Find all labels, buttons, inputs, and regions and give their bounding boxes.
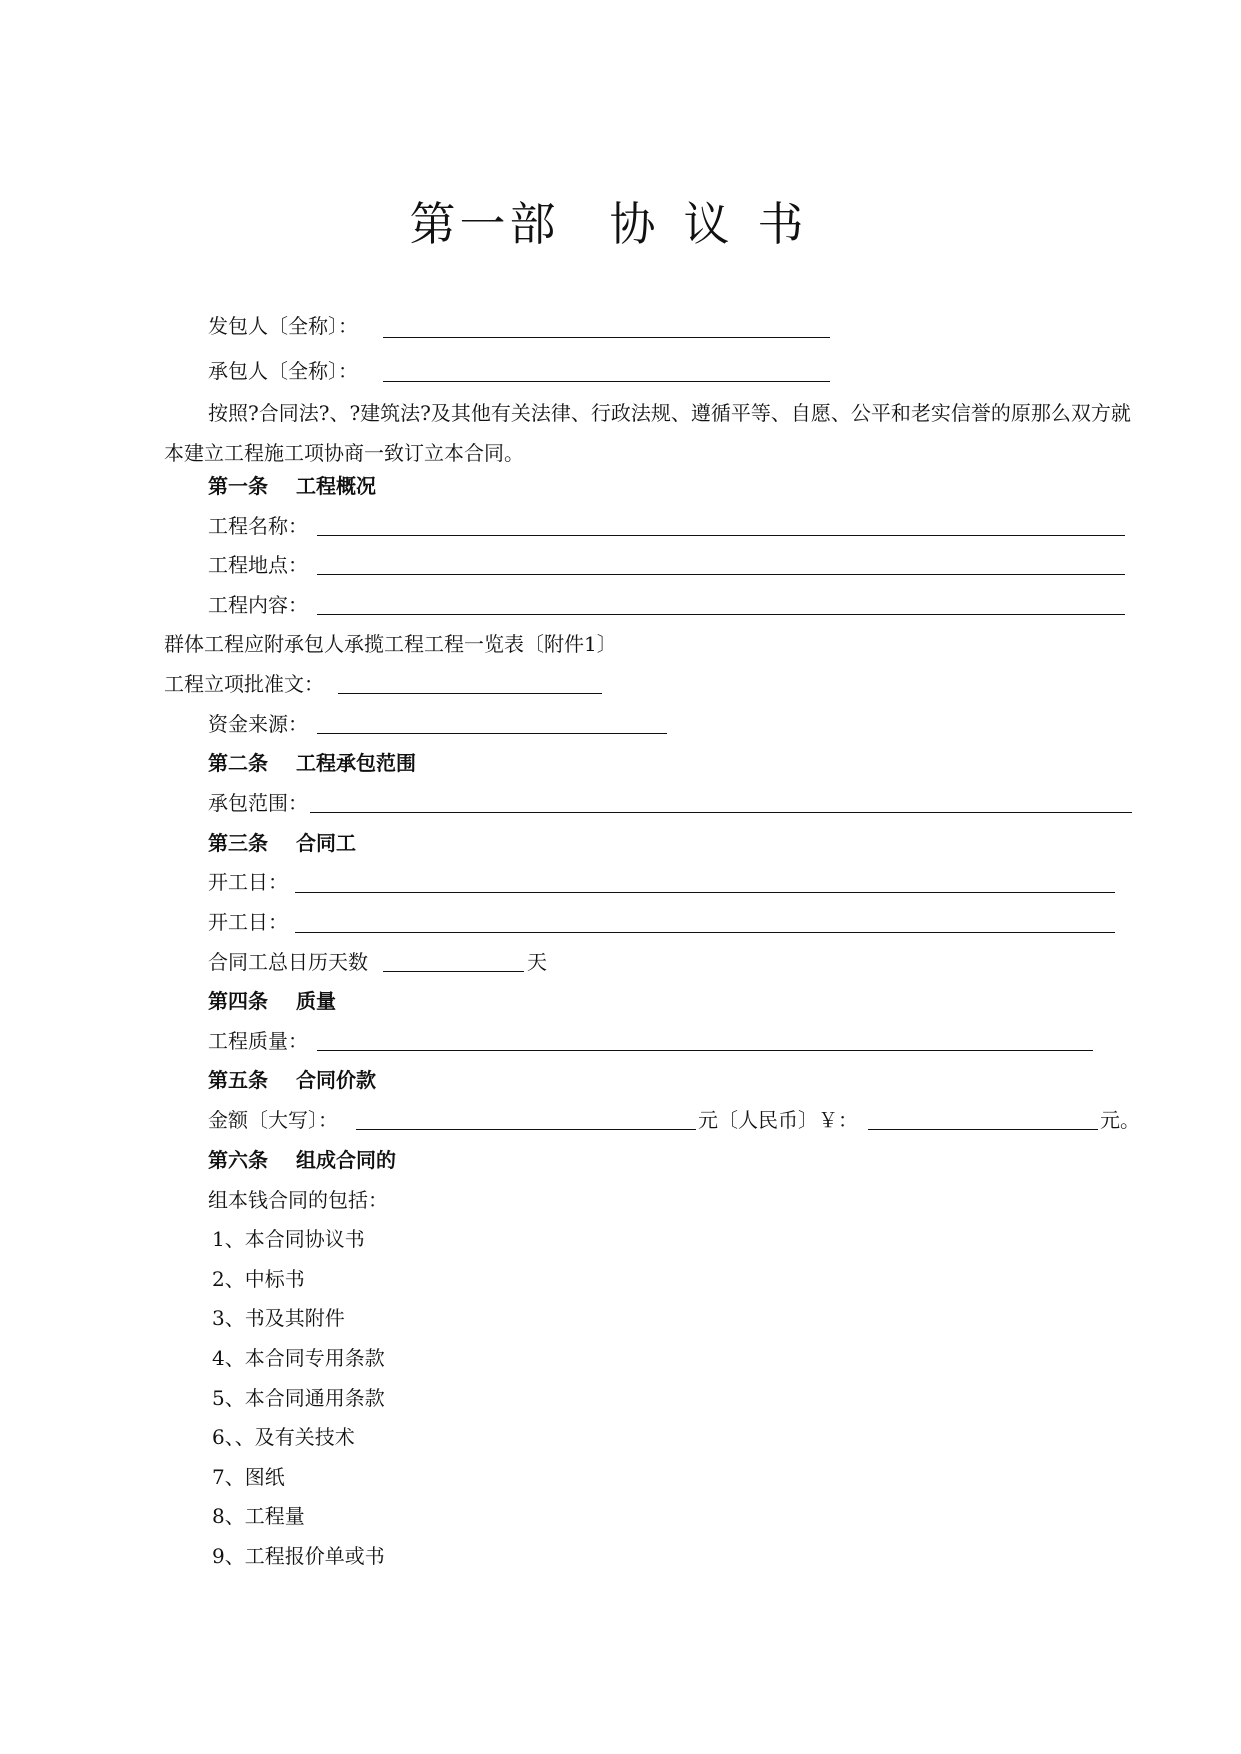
- contractor-label: 承包人〔全称〕：: [208, 359, 358, 383]
- approval-doc-label: 工程立项批准文：: [164, 672, 324, 696]
- document-item-8: 8、工程量: [212, 1504, 305, 1528]
- total-days-label: 合同工总日历天数: [208, 950, 368, 974]
- document-item-3: 3、书及其附件: [212, 1306, 345, 1330]
- article-1-heading: 第一条 工程概况: [208, 474, 376, 498]
- project-content-blank[interactable]: [317, 614, 1125, 615]
- document-item-6: 6、、及有关技术: [212, 1425, 355, 1449]
- project-name-blank[interactable]: [317, 535, 1125, 536]
- start-date-blank[interactable]: [295, 892, 1115, 893]
- article-5-heading: 第五条 合同价款: [208, 1068, 376, 1092]
- quality-blank[interactable]: [317, 1050, 1093, 1051]
- quality-label: 工程质量：: [208, 1029, 308, 1053]
- amount-rmb-label: 元〔人民币〕￥：: [698, 1108, 858, 1132]
- article-2-heading: 第二条 工程承包范围: [208, 751, 416, 775]
- amount-words-label: 金额〔大写〕：: [208, 1108, 338, 1132]
- documents-intro: 组本钱合同的包括：: [208, 1188, 388, 1212]
- scope-label: 承包范围：: [208, 791, 308, 815]
- total-days-blank[interactable]: [383, 971, 524, 972]
- amount-rmb-blank[interactable]: [868, 1129, 1098, 1130]
- amount-unit: 元。: [1100, 1108, 1140, 1132]
- project-location-label: 工程地点：: [208, 553, 308, 577]
- document-item-2: 2、中标书: [212, 1267, 305, 1291]
- article-4-heading: 第四条 质量: [208, 989, 336, 1013]
- project-content-label: 工程内容：: [208, 593, 308, 617]
- document-item-1: 1、本合同协议书: [212, 1227, 365, 1251]
- fund-source-blank[interactable]: [317, 733, 667, 734]
- document-item-4: 4、本合同专用条款: [212, 1346, 385, 1370]
- document-item-7: 7、图纸: [212, 1465, 285, 1489]
- end-date-label: 开工日：: [208, 910, 288, 934]
- approval-doc-blank[interactable]: [338, 693, 602, 694]
- fund-source-label: 资金来源：: [208, 712, 308, 736]
- article-6-heading: 第六条 组成合同的: [208, 1148, 396, 1172]
- title-part: 第一部: [409, 197, 560, 251]
- preamble: 按照?合同法?、?建筑法?及其他有关法律、行政法规、遵循平等、自愿、公平和老实信誉的原那么双方就本建立工程施工项协商一致订立本合同。: [164, 401, 1131, 465]
- project-name-label: 工程名称：: [208, 514, 308, 538]
- project-location-blank[interactable]: [317, 574, 1125, 575]
- employer-blank[interactable]: [383, 337, 830, 338]
- employer-label: 发包人〔全称〕：: [208, 314, 358, 338]
- article-3-heading: 第三条 合同工: [208, 831, 356, 855]
- amount-words-blank[interactable]: [356, 1129, 696, 1130]
- total-days-unit: 天: [527, 950, 547, 974]
- page-title: [0, 188, 1241, 254]
- start-date-label: 开工日：: [208, 870, 288, 894]
- group-project-note: 群体工程应附承包人承揽工程工程一览表〔附件1〕: [164, 632, 617, 656]
- title-name: 协议书: [609, 197, 832, 251]
- scope-blank[interactable]: [310, 812, 1132, 813]
- end-date-blank[interactable]: [295, 932, 1115, 933]
- contractor-blank[interactable]: [383, 381, 830, 382]
- document-item-5: 5、本合同通用条款: [212, 1386, 385, 1410]
- document-item-9: 9、工程报价单或书: [212, 1544, 385, 1568]
